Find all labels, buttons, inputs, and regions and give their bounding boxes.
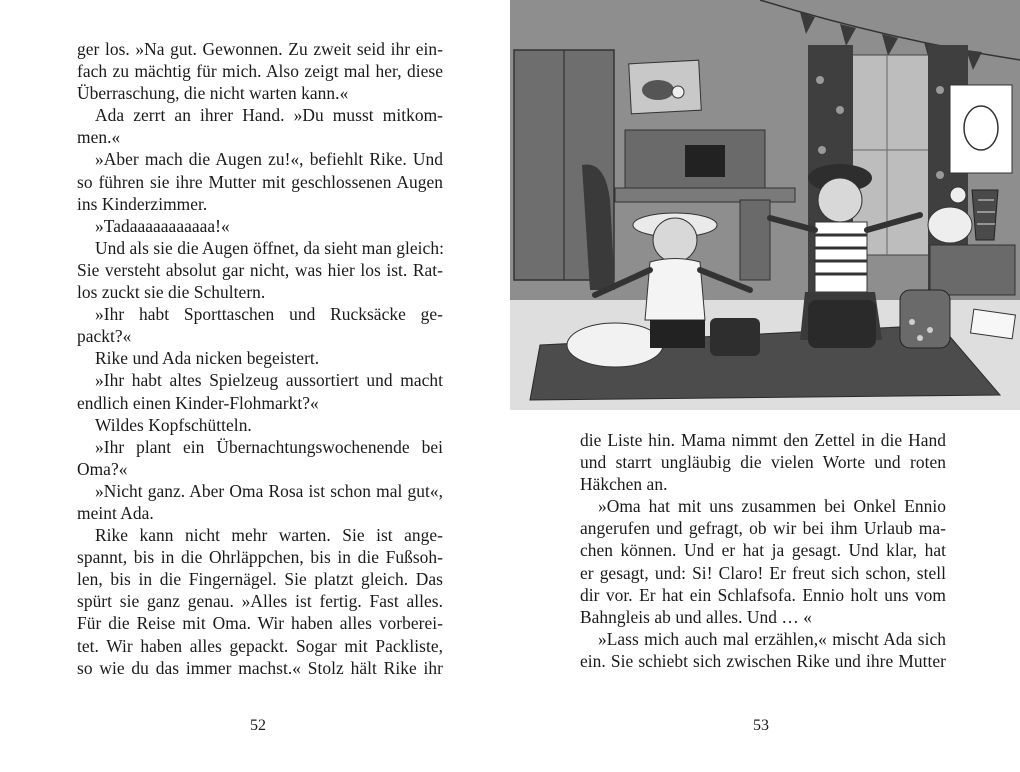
text-line: dir vor. Er hat ein Schlafsofa. Ennio holt uns vom	[580, 584, 946, 605]
text-line: Und als sie die Augen öffnet, da sieht man gleich:	[95, 237, 444, 258]
text-line: Rike und Ada nicken begeistert.	[95, 348, 320, 369]
text-line: endlich einen Kinder-Flohmarkt?«	[77, 392, 319, 413]
text-line: spannt, bis in die Ohrläppchen, bis in die Fußsoh-	[77, 547, 443, 568]
text-line: men.«	[77, 127, 121, 148]
text-line: packt?«	[77, 326, 132, 347]
text-line: »Aber mach die Augen zu!«, befiehlt Rike. Und	[95, 149, 443, 170]
text-line: »Lass mich auch mal erzählen,« mischt Ada sich	[598, 628, 946, 649]
text-line: Für die Reise mit Oma. Wir haben alles vorberei-	[77, 613, 443, 634]
left-page-text	[77, 38, 443, 679]
text-line: »Tadaaaaaaaaaaa!«	[95, 215, 230, 236]
text-line: Sie versteht absolut gar nicht, was hier los ist. Rat-	[77, 259, 443, 280]
text-line: Oma?«	[77, 458, 128, 479]
text-line: die Liste hin. Mama nimmt den Zettel in die Hand	[580, 430, 946, 450]
right-page-text	[580, 429, 946, 672]
illustration-kids-room	[510, 0, 1020, 410]
text-line: meint Ada.	[77, 502, 154, 523]
text-line: tet. Wir haben alles gepackt. Sogar mit Packliste,	[77, 635, 443, 656]
text-line: Bahngleis ab und alles. Und … «	[580, 606, 812, 627]
text-line: len, bis in die Fingernägel. Sie platzt gleich. Das	[77, 569, 443, 590]
right-page	[510, 0, 1020, 772]
text-line: so führen sie ihre Mutter mit geschlossenen Augen	[77, 171, 443, 192]
text-line: Rike kann nicht mehr warten. Sie ist ange-	[95, 525, 443, 546]
text-line: fach zu mächtig für mich. Also zeigt mal her, diese	[77, 61, 443, 82]
text-line: ins Kinderzimmer.	[77, 193, 208, 214]
text-line: spürt sie ganz genau. »Alles ist fertig. Fast alles.	[77, 591, 443, 612]
text-line: er gesagt, und: Si! Claro! Er freut sich schon, stell	[580, 562, 946, 583]
text-line: Überraschung, die nicht warten kann.«	[77, 83, 349, 104]
text-line: ein. Sie schiebt sich zwischen Rike und ihre Mutter	[580, 650, 946, 671]
text-line: chen können. Und er hat ja gesagt. Und klar, hat	[580, 540, 946, 561]
text-line: »Ihr habt altes Spielzeug aussortiert und macht	[95, 370, 443, 391]
text-line: los zuckt sie die Schultern.	[77, 282, 266, 303]
text-line: Häkchen an.	[580, 474, 668, 495]
text-line: so wie du das immer machst.« Stolz hält Rike ihr	[77, 657, 443, 678]
text-line: »Nicht ganz. Aber Oma Rosa ist schon mal gut«,	[95, 480, 443, 501]
kids-packing-illustration	[510, 0, 1020, 410]
text-line: »Ihr plant ein Übernachtungswochenende bei	[95, 436, 443, 457]
text-line: Ada zerrt an ihrer Hand. »Du musst mitkom-	[95, 105, 443, 126]
page-number-left: 52	[250, 717, 266, 734]
page-number-right: 53	[753, 717, 769, 734]
text-line: und starrt ungläubig die vielen Worte und roten	[580, 452, 946, 473]
text-line: »Oma hat mit uns zusammen bei Onkel Ennio	[598, 496, 946, 517]
text-line: ger los. »Na gut. Gewonnen. Zu zweit seid ihr ein-	[77, 39, 443, 59]
text-line: angerufen und gefragt, ob wir bei ihm Urlaub ma-	[580, 518, 946, 539]
text-line: Wildes Kopfschütteln.	[95, 414, 252, 435]
text-line: »Ihr habt Sporttaschen und Rucksäcke ge-	[95, 304, 443, 325]
